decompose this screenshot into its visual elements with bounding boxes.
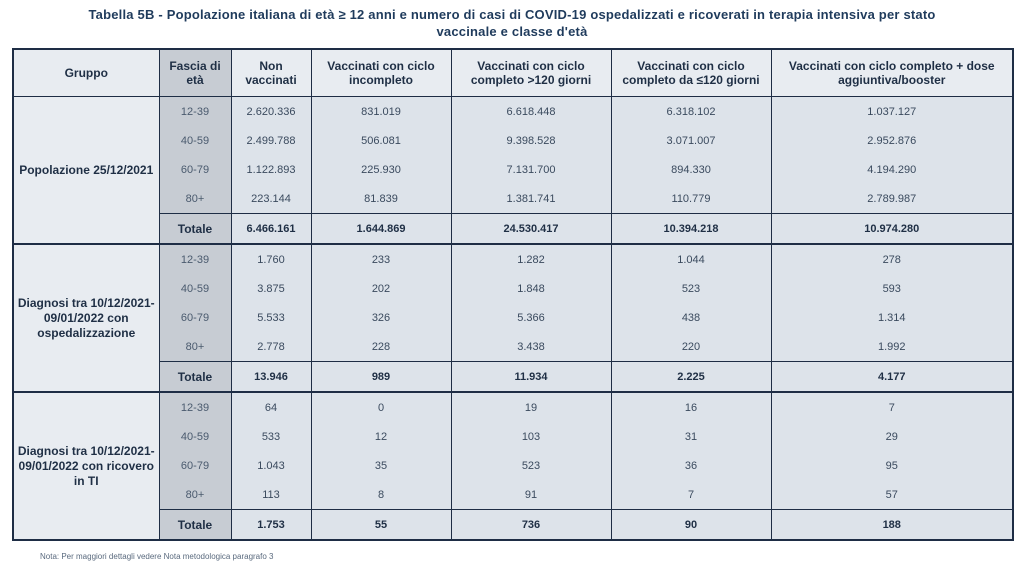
table-row [13,480,1013,510]
cell-booster: 7 [771,392,1013,422]
total-completo-oltre-120: 24.530.417 [451,214,611,245]
cell-incompleto: 0 [311,392,451,422]
table-row [13,392,1013,422]
total-row [13,214,1013,245]
cell-incompleto: 831.019 [311,97,451,127]
total-incompleto: 989 [311,362,451,393]
cell-booster: 29 [771,422,1013,451]
cell-booster: 1.992 [771,332,1013,362]
cell-fascia: 60-79 [159,303,231,332]
cell-completo-entro-120: 894.330 [611,155,771,184]
cell-incompleto: 233 [311,244,451,274]
cell-booster: 2.952.876 [771,126,1013,155]
table-title [10,6,1014,40]
table-row [13,155,1013,184]
total-booster: 4.177 [771,362,1013,393]
cell-fascia: 80+ [159,184,231,214]
cell-fascia: 12-39 [159,244,231,274]
cell-non-vaccinati: 3.875 [231,274,311,303]
cell-completo-entro-120: 220 [611,332,771,362]
table-row [13,303,1013,332]
cell-completo-oltre-120: 1.848 [451,274,611,303]
cell-completo-entro-120: 1.044 [611,244,771,274]
cell-fascia: 40-59 [159,422,231,451]
cell-fascia: 60-79 [159,155,231,184]
header-incompleto: Vaccinati con ciclo incompleto [311,49,451,97]
header-completo-entro-120: Vaccinati con ciclo completo da ≤120 giorni [611,49,771,97]
total-row [13,362,1013,393]
cell-non-vaccinati: 2.499.788 [231,126,311,155]
cell-booster: 1.314 [771,303,1013,332]
cell-non-vaccinati: 1.043 [231,451,311,480]
cell-fascia: 60-79 [159,451,231,480]
total-non-vaccinati: 6.466.161 [231,214,311,245]
cell-booster: 57 [771,480,1013,510]
cell-completo-entro-120: 523 [611,274,771,303]
total-incompleto: 55 [311,510,451,541]
total-completo-oltre-120: 11.934 [451,362,611,393]
cell-fascia: 40-59 [159,274,231,303]
table-row [13,126,1013,155]
cell-incompleto: 228 [311,332,451,362]
total-booster: 188 [771,510,1013,541]
cell-incompleto: 506.081 [311,126,451,155]
total-non-vaccinati: 13.946 [231,362,311,393]
cell-non-vaccinati: 223.144 [231,184,311,214]
cell-completo-oltre-120: 523 [451,451,611,480]
footnote: Nota: Per maggiori dettagli vedere Nota metodologica paragrafo 3 [40,552,274,561]
total-row [13,510,1013,541]
cell-booster: 1.037.127 [771,97,1013,127]
table-row [13,244,1013,274]
cell-completo-entro-120: 36 [611,451,771,480]
header-completo-oltre-120: Vaccinati con ciclo completo >120 giorni [451,49,611,97]
title-line-2: vaccinale e classe d'età [436,24,588,39]
cell-non-vaccinati: 2.620.336 [231,97,311,127]
table-body [13,97,1013,541]
cell-completo-oltre-120: 19 [451,392,611,422]
cell-non-vaccinati: 1.122.893 [231,155,311,184]
data-table [12,48,1014,541]
cell-booster: 593 [771,274,1013,303]
title-line-1: Tabella 5B - Popolazione italiana di età ≥ 12 anni e numero di casi di COVID-19 ospedalizzati e ricoverati in terapia intensiva per stato [88,7,936,22]
cell-completo-entro-120: 110.779 [611,184,771,214]
total-incompleto: 1.644.869 [311,214,451,245]
cell-completo-oltre-120: 103 [451,422,611,451]
header-fascia: Fascia di età [159,49,231,97]
cell-fascia: 80+ [159,480,231,510]
cell-non-vaccinati: 533 [231,422,311,451]
cell-completo-oltre-120: 5.366 [451,303,611,332]
cell-completo-oltre-120: 1.282 [451,244,611,274]
cell-non-vaccinati: 2.778 [231,332,311,362]
total-completo-entro-120: 2.225 [611,362,771,393]
total-fascia: Totale [159,362,231,393]
cell-incompleto: 12 [311,422,451,451]
cell-non-vaccinati: 5.533 [231,303,311,332]
cell-completo-oltre-120: 91 [451,480,611,510]
cell-completo-entro-120: 7 [611,480,771,510]
cell-completo-entro-120: 16 [611,392,771,422]
cell-completo-entro-120: 438 [611,303,771,332]
cell-incompleto: 202 [311,274,451,303]
cell-incompleto: 8 [311,480,451,510]
cell-completo-oltre-120: 3.438 [451,332,611,362]
cell-completo-oltre-120: 1.381.741 [451,184,611,214]
header-gruppo: Gruppo [13,49,159,97]
cell-incompleto: 326 [311,303,451,332]
total-fascia: Totale [159,214,231,245]
header-booster: Vaccinati con ciclo completo + dose aggiuntiva/booster [771,49,1013,97]
header-row [13,49,1013,97]
cell-non-vaccinati: 1.760 [231,244,311,274]
total-booster: 10.974.280 [771,214,1013,245]
total-completo-entro-120: 10.394.218 [611,214,771,245]
table-row [13,451,1013,480]
total-completo-entro-120: 90 [611,510,771,541]
cell-fascia: 40-59 [159,126,231,155]
cell-non-vaccinati: 113 [231,480,311,510]
cell-booster: 2.789.987 [771,184,1013,214]
header-non-vaccinati: Non vaccinati [231,49,311,97]
total-non-vaccinati: 1.753 [231,510,311,541]
table-row [13,97,1013,127]
table-row [13,274,1013,303]
table-row [13,332,1013,362]
cell-incompleto: 35 [311,451,451,480]
cell-non-vaccinati: 64 [231,392,311,422]
cell-fascia: 12-39 [159,392,231,422]
total-fascia: Totale [159,510,231,541]
cell-completo-entro-120: 3.071.007 [611,126,771,155]
cell-incompleto: 225.930 [311,155,451,184]
total-completo-oltre-120: 736 [451,510,611,541]
group-label: Diagnosi tra 10/12/2021-09/01/2022 con ospedalizzazione [13,244,159,392]
cell-completo-entro-120: 6.318.102 [611,97,771,127]
cell-incompleto: 81.839 [311,184,451,214]
cell-completo-oltre-120: 7.131.700 [451,155,611,184]
cell-booster: 4.194.290 [771,155,1013,184]
cell-fascia: 80+ [159,332,231,362]
table-row [13,184,1013,214]
cell-booster: 278 [771,244,1013,274]
cell-completo-entro-120: 31 [611,422,771,451]
cell-booster: 95 [771,451,1013,480]
cell-fascia: 12-39 [159,97,231,127]
group-label: Popolazione 25/12/2021 [13,97,159,245]
cell-completo-oltre-120: 9.398.528 [451,126,611,155]
table-row [13,422,1013,451]
group-label: Diagnosi tra 10/12/2021-09/01/2022 con ricovero in TI [13,392,159,540]
cell-completo-oltre-120: 6.618.448 [451,97,611,127]
